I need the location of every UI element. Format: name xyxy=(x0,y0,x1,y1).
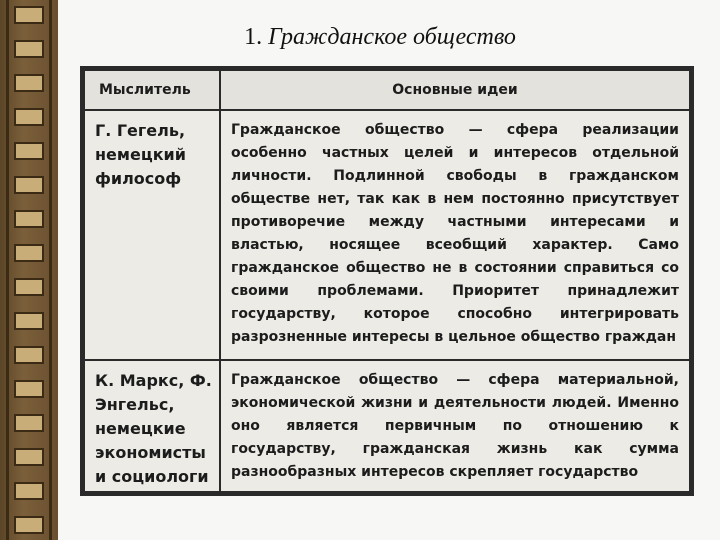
slide-title-number: 1. xyxy=(244,24,263,50)
film-track-left xyxy=(6,0,9,540)
film-perforation xyxy=(14,176,44,194)
film-perforation xyxy=(14,278,44,296)
ideas-cell: Гражданское общество — сфера реализации особенно частных целей и интересов отдельной личности. Подлинной свободы в гражданском обществе нет, так как в нем постоянно присутствует противоречие между частными интересами и властью, носящее всеобщий характер. Само гражданское общество не в состоянии справиться со своими проблемами. Приоритет принадлежит государству, которое способно интегрировать разрозненные интересы в цельное общество граждан xyxy=(220,110,690,360)
film-perforation xyxy=(14,414,44,432)
column-header-ideas: Основные идеи xyxy=(220,70,690,110)
ideas-cell: Гражданское общество — сфера материальной, экономической жизни и деятельности людей. Именно оно является первичным по отношению к государству, гражданская жизнь как сумма разнообразных интересов скрепляет государство xyxy=(220,360,690,492)
film-perforation xyxy=(14,210,44,228)
film-perforation xyxy=(14,380,44,398)
table-row xyxy=(84,110,690,360)
film-strip-border xyxy=(0,0,58,540)
film-perforation xyxy=(14,244,44,262)
film-perforation xyxy=(14,108,44,126)
thinker-cell: К. Маркс, Ф. Энгельс, немецкие экономисты и социологи xyxy=(84,360,220,492)
table-header-row xyxy=(84,70,690,110)
film-perforation xyxy=(14,142,44,160)
table-row xyxy=(84,360,690,492)
film-track-right xyxy=(49,0,52,540)
slide-title xyxy=(150,24,610,51)
film-perforation xyxy=(14,448,44,466)
slide-title-text: Гражданское общество xyxy=(268,24,516,50)
thinkers-table xyxy=(80,66,694,496)
film-perforation xyxy=(14,40,44,58)
film-perforation xyxy=(14,312,44,330)
thinker-cell: Г. Гегель, немецкий философ xyxy=(84,110,220,360)
film-perforation xyxy=(14,516,44,534)
film-perforation xyxy=(14,74,44,92)
film-perforation xyxy=(14,346,44,364)
column-header-thinker: Мыслитель xyxy=(84,70,220,110)
film-perforation xyxy=(14,482,44,500)
film-perforation xyxy=(14,6,44,24)
